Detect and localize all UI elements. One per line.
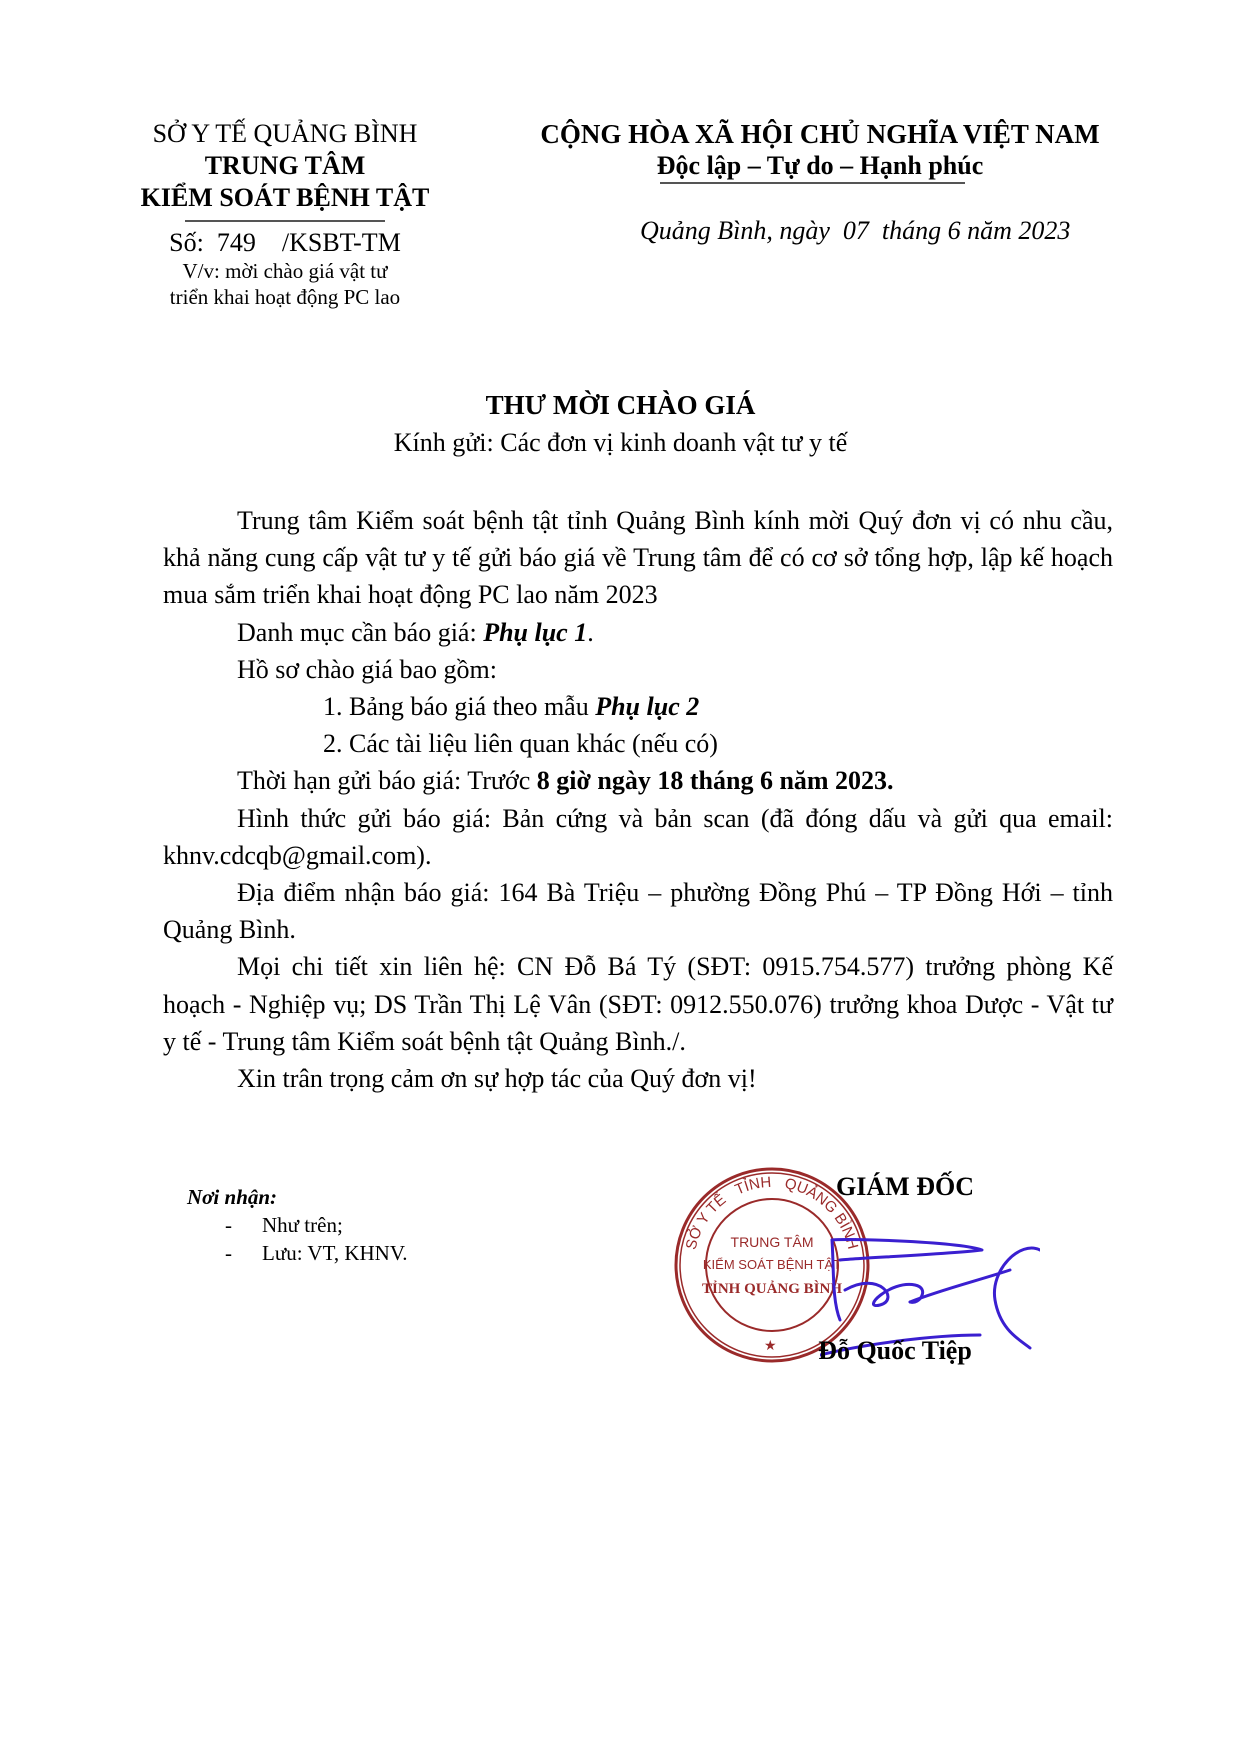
signer-name: Đỗ Quốc Tiệp [818,1336,972,1365]
contact-paragraph: Mọi chi tiết xin liên hệ: CN Đỗ Bá Tý (SĐT: 0915.754.577) trưởng phòng Kế hoạch - Nghiệp vụ; DS Trần Thị Lệ Vân (SĐT: 0912.550.076) trưởng khoa Dược - Vật tư y tế - Trung tâm Kiểm soát bệnh tật Quảng Bình./. [163,952,1113,1056]
deadline-paragraph [163,762,1113,799]
dossier-item [163,688,1113,725]
dossier-label: Hồ sơ chào giá bao gồm: [237,654,497,684]
bullet: - [225,1213,232,1237]
recipient-item [187,1239,408,1267]
bullet: - [225,1241,232,1265]
catalog-appendix: Phụ lục 1 [483,617,588,647]
subject-line1: V/v: mời chào giá vật tư [182,258,388,283]
national-header [510,118,1130,184]
stamp-outer-text: SỞ Y TẾ TỈNH QUẢNG BÌNH [682,1173,862,1252]
location-paragraph: Địa điểm nhận báo giá: 164 Bà Triệu – phường Đồng Phú – TP Đồng Hới – tỉnh Quảng Bình. [163,878,1113,945]
recipients-heading: Nơi nhận: [187,1185,278,1209]
svg-text:★: ★ [764,1337,777,1353]
closing-paragraph: Xin trân trọng cảm ơn sự hợp tác của Quý đơn vị! [237,1064,757,1094]
catalog-label: Danh mục cần báo giá: [237,617,484,647]
department-name: SỞ Y TẾ QUẢNG BÌNH [152,119,418,148]
motto-underline [660,182,965,184]
org-name-line2: KIỂM SOÁT BỆNH TẬT [140,183,430,212]
recipient-item [187,1211,408,1239]
recipient-item-text: Như trên; [262,1213,343,1237]
nation-title: CỘNG HÒA XÃ HỘI CHỦ NGHĨA VIỆT NAM [540,119,1100,149]
svg-text:TRUNG TÂM: TRUNG TÂM [730,1234,814,1250]
intro-paragraph: Trung tâm Kiểm soát bệnh tật tỉnh Quảng Bình kính mời Quý đơn vị có nhu cầu, khả năng cung cấp vật tư y tế gửi báo giá về Trung tâm để có cơ sở tổng hợp, lập kế hoạch mua sắm triển khai hoạt động PC lao năm 2023 [163,506,1113,610]
deadline-value: 8 giờ ngày 18 tháng 6 năm 2023. [536,766,894,796]
letter-body [163,502,1113,1097]
recipient-line: Kính gửi: Các đơn vị kinh doanh vật tư y tế [393,428,848,457]
deadline-label: Thời hạn gửi báo giá: Trước [237,766,537,796]
catalog-paragraph [163,614,1113,651]
divider [185,220,385,222]
subject-line2: triển khai hoạt động PC lao [169,284,401,309]
issuer-block [110,118,460,310]
national-motto: Độc lập – Tự do – Hạnh phúc [656,151,984,180]
document-number: Số: 749 /KSBT-TM [169,227,401,257]
recipients-block [187,1183,408,1267]
document-title: THƯ MỜI CHÀO GIÁ [485,390,756,420]
org-name-line1: TRUNG TÂM [204,151,366,180]
place-date: Quảng Bình, ngày 07 tháng 6 năm 2023 [640,216,1071,245]
svg-text:KIỂM SOÁT BỆNH TẬT: KIỂM SOÁT BỆNH TẬT [702,1257,842,1272]
dossier-item-appendix: Phụ lục 2 [595,692,700,722]
dossier-item [163,725,1113,762]
signer-position: GIÁM ĐỐC [836,1172,974,1201]
submission-paragraph: Hình thức gửi báo giá: Bản cứng và bản scan (đã đóng dấu và gửi qua email: khnv.cdcqb@gmail.com). [163,803,1113,870]
dossier-item-text: 1. Bảng báo giá theo mẫu [323,692,596,722]
svg-text:TỈNH QUẢNG BÌNH: TỈNH QUẢNG BÌNH [701,1281,843,1297]
catalog-end: . [587,617,594,647]
dossier-item-text: 2. Các tài liệu liên quan khác (nếu có) [323,729,718,759]
recipient-item-text: Lưu: VT, KHNV. [262,1241,408,1265]
